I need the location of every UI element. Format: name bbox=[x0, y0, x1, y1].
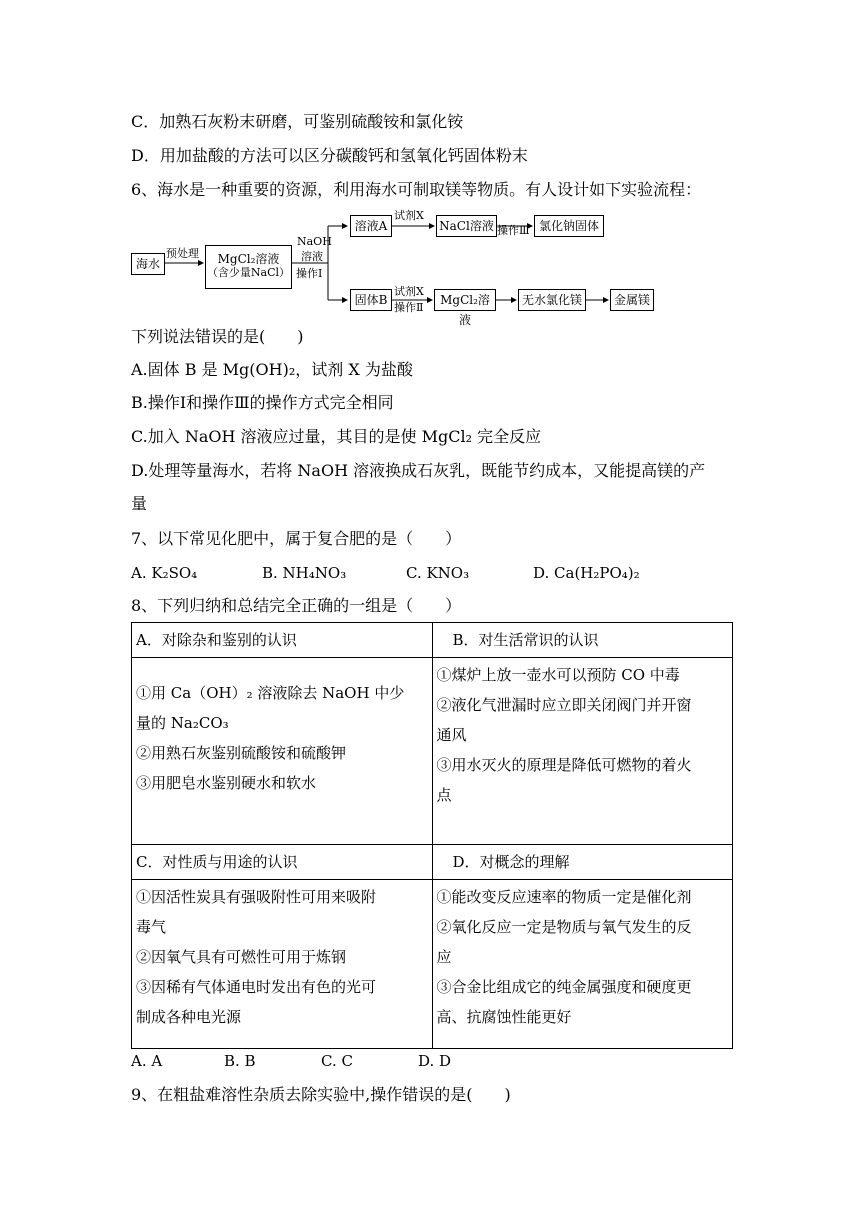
c-item-line: ①因活性炭具有强吸附性可用来吸附 bbox=[136, 888, 377, 906]
table-cell-c-items bbox=[132, 880, 433, 1049]
nacl-solid-label: 氯化钠固体 bbox=[538, 219, 599, 233]
nacl-solution-box bbox=[436, 215, 497, 237]
option-c-line: C．加熟石灰粉末研磨，可鉴别硫酸铵和氯化铵 bbox=[131, 112, 464, 131]
c-item-line: 制成各种电光源 bbox=[136, 1008, 242, 1026]
mgcl2-solution-label: MgCl₂溶液 bbox=[440, 293, 490, 327]
mgcl2-mixture-label: MgCl₂溶液 bbox=[217, 252, 280, 266]
a-item-line: ②用熟石灰鉴别硫酸铵和硫酸钾 bbox=[136, 744, 347, 762]
q8-option-c: C. C bbox=[321, 1052, 353, 1070]
naoh-solution-label: 溶液 bbox=[301, 250, 323, 263]
q7-option-d: D. Ca(H₂PO₄)₂ bbox=[533, 564, 640, 582]
seawater-box bbox=[131, 253, 165, 275]
table-cell-d-items bbox=[432, 880, 733, 1049]
a-item-line: 量的 Na₂CO₃ bbox=[136, 714, 229, 732]
q8-option-b: B. B bbox=[224, 1052, 256, 1070]
table-cell-d-title: D．对概念的理解 bbox=[432, 845, 733, 880]
b-item-line: ②液化气泄漏时应立即关闭阀门并开窗 bbox=[436, 696, 692, 714]
table-cell-c-title: C．对性质与用途的认识 bbox=[132, 845, 433, 880]
q8-option-a: A. A bbox=[131, 1052, 163, 1070]
question-8-table bbox=[131, 622, 733, 1049]
solid-b-label: 固体B bbox=[354, 293, 388, 307]
reagent-x-top-label: 试剂X bbox=[394, 209, 424, 222]
metal-mg-label: 金属镁 bbox=[613, 293, 650, 307]
solution-a-box bbox=[350, 215, 392, 237]
question-9: 9、在粗盐难溶性杂质去除实验中,操作错误的是( ) bbox=[131, 1085, 511, 1104]
q7-option-a: A. K₂SO₄ bbox=[131, 564, 198, 582]
d-item-line: 应 bbox=[436, 948, 452, 966]
b-item-line: 通风 bbox=[436, 726, 467, 744]
table-cell-b-title: B．对生活常识的认识 bbox=[432, 623, 733, 658]
d-item-line: ②氧化反应一定是物质与氧气发生的反 bbox=[436, 918, 692, 936]
b-item-line: 点 bbox=[436, 786, 452, 804]
seawater-label: 海水 bbox=[135, 257, 160, 271]
table-cell-a-items bbox=[132, 658, 433, 845]
b-item-line: ①煤炉上放一壶水可以预防 CO 中毒 bbox=[436, 666, 680, 684]
metal-mg-box bbox=[610, 289, 654, 311]
mgcl2-mixture-box bbox=[205, 245, 292, 289]
anhydrous-mgcl2-box bbox=[518, 289, 586, 311]
flow-arrows bbox=[0, 0, 860, 330]
question-6: 6、海水是一种重要的资源，利用海水可制取镁等物质。有人设计如下实验流程： bbox=[131, 180, 702, 199]
naoh-label: NaOH bbox=[297, 235, 332, 248]
c-item-line: 毒气 bbox=[136, 918, 167, 936]
anhydrous-mgcl2-label: 无水氯化镁 bbox=[521, 293, 582, 307]
d-item-line: ③合金比组成它的纯金属强度和硬度更 bbox=[436, 978, 692, 996]
table-cell-b-items bbox=[432, 658, 733, 845]
solid-b-box bbox=[350, 289, 392, 311]
reagent-x-bottom-label: 试剂X bbox=[394, 285, 424, 298]
a-item-line: ①用 Ca（OH）₂ 溶液除去 NaOH 中少 bbox=[136, 684, 405, 702]
operation-1-label: 操作Ⅰ bbox=[296, 267, 323, 280]
solution-a-label: 溶液A bbox=[354, 219, 388, 233]
mgcl2-solution-box bbox=[434, 289, 496, 327]
question-8: 8、下列归纳和总结完全正确的一组是（ ） bbox=[131, 596, 462, 615]
nacl-solution-label: NaCl溶液 bbox=[439, 219, 494, 233]
option-d-line: D．用加盐酸的方法可以区分碳酸钙和氢氧化钙固体粉末 bbox=[131, 146, 528, 165]
nacl-solid-box bbox=[534, 215, 604, 237]
operation-2-label: 操作Ⅱ bbox=[394, 301, 424, 314]
question-6-option-c: C.加入 NaOH 溶液应过量，其目的是使 MgCl₂ 完全反应 bbox=[131, 427, 542, 446]
question-6-option-d-cont: 量 bbox=[131, 494, 148, 513]
table-cell-a-title: A．对除杂和鉴别的认识 bbox=[132, 623, 433, 658]
d-item-line: ①能改变反应速率的物质一定是催化剂 bbox=[436, 888, 692, 906]
c-item-line: ③因稀有气体通电时发出有色的光可 bbox=[136, 978, 377, 996]
q7-option-b: B. NH₄NO₃ bbox=[262, 564, 347, 582]
mgcl2-mixture-note: （含少量NaCl） bbox=[206, 266, 291, 279]
pretreat-label: 预处理 bbox=[166, 247, 199, 260]
q8-option-d: D. D bbox=[418, 1052, 452, 1070]
question-6-option-b: B.操作Ⅰ和操作Ⅲ的操作方式完全相同 bbox=[131, 393, 394, 412]
a-item-line: ③用肥皂水鉴别硬水和软水 bbox=[136, 774, 317, 792]
question-6-option-a: A.固体 B 是 Mg(OH)₂，试剂 X 为盐酸 bbox=[131, 360, 413, 379]
question-7: 7、以下常见化肥中，属于复合肥的是（ ） bbox=[131, 529, 462, 548]
question-6-option-d: D.处理等量海水，若将 NaOH 溶液换成石灰乳，既能节约成本，又能提高镁的产 bbox=[131, 461, 706, 480]
q7-option-c: C. KNO₃ bbox=[406, 564, 470, 582]
question-6-prompt: 下列说法错误的是( ) bbox=[131, 327, 304, 346]
operation-3-label: 操作Ⅲ bbox=[497, 224, 530, 237]
b-item-line: ③用水灭火的原理是降低可燃物的着火 bbox=[436, 756, 692, 774]
c-item-line: ②因氧气具有可燃性可用于炼钢 bbox=[136, 948, 347, 966]
d-item-line: 高、抗腐蚀性能更好 bbox=[436, 1008, 572, 1026]
